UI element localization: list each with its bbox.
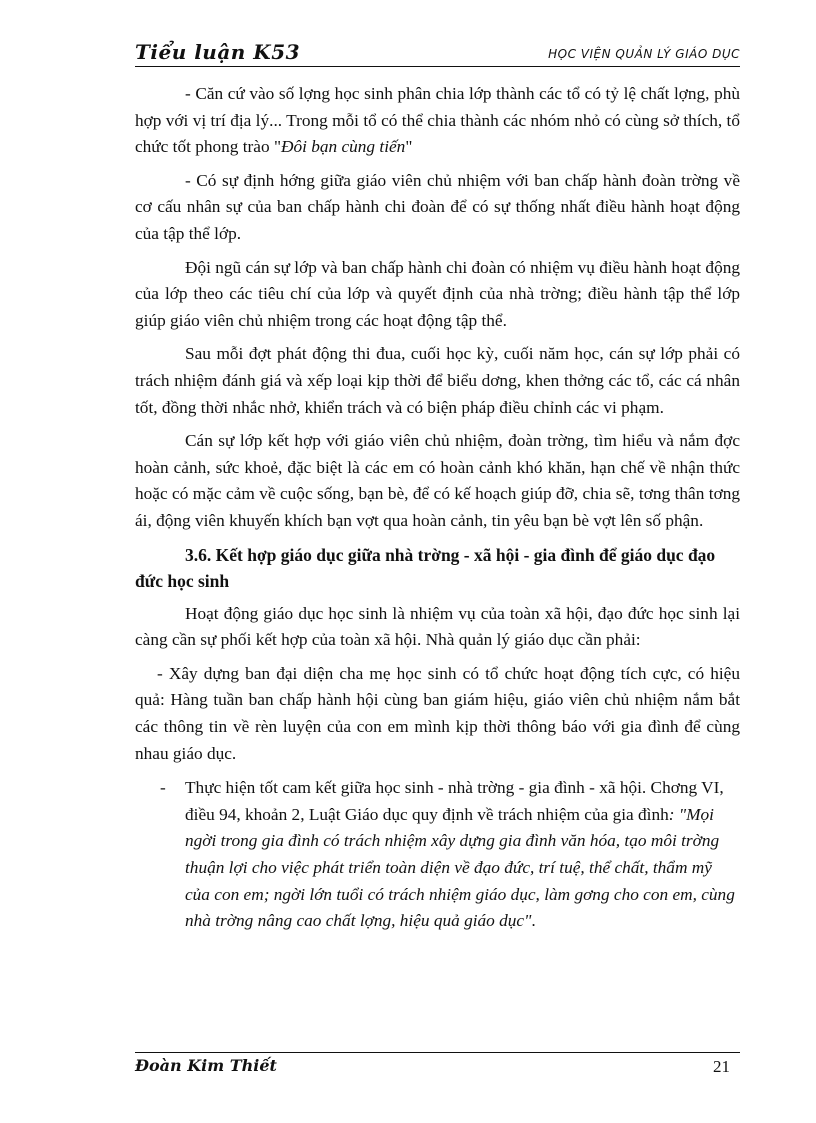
footer-divider xyxy=(135,1052,740,1053)
bullet-dash: - xyxy=(160,778,166,798)
footer-author: Đoàn Kim Thiết xyxy=(135,1056,277,1075)
paragraph-2: - Có sự định hớng giữa giáo viên chủ nhiệm với ban chấp hành đoàn trờng về cơ cấu nhân sự của ban chấp hành chi đoàn để có sự thống nhất điều hành hoạt động của tập thể lớp. xyxy=(135,170,740,243)
bullet-item xyxy=(135,775,740,935)
page-number: 21 xyxy=(713,1057,730,1076)
bullet-text: Thực hiện tốt cam kết giữa học sinh - nhà trờng - gia đình - xã hội. Chơng VI, điều 94, khoản 2, Luật Giáo dục quy định về trách nhiệm của gia đình xyxy=(185,778,724,824)
paragraph-1-italic: Đôi bạn cùng tiến xyxy=(281,137,406,157)
bullet-quote: : "Mọi ngời trong gia đình có trách nhiệm xây dựng gia đình văn hóa, tạo môi trờng thuận lợi cho việc phát triển toàn diện về đạo đức, trí tuệ, thể chất, thẩm mỹ của con em; ngời lớn tuổi có trách nhiệm giáo dục, làm gơng cho con em, cùng nhà trờng nâng cao chất lợng, hiệu quả giáo dục" xyxy=(185,804,735,931)
section-heading: 3.6. Kết hợp giáo dục giữa nhà trờng - xã hội - gia đình để giáo dục đạo đức học sinh xyxy=(135,544,716,592)
paragraph-7: - Xây dựng ban đại diện cha mẹ học sinh có tổ chức hoạt động tích cực, có hiệu quả: Hàng tuần ban chấp hành hội cùng ban giám hiệu, giáo viên chủ nhiệm nắm bắt các thông tin về rèn luyện của con em mình kịp thời thông báo với gia đình để cùng nhau giáo dục. xyxy=(135,663,740,763)
bullet-content xyxy=(185,775,740,935)
paragraph-1-text: - Căn cứ vào số lợng học sinh phân chia lớp thành các tổ có tỷ lệ chất lợng, phù hợp với vị trí địa lý... Trong mỗi tổ có thể chia thành các nhóm nhỏ có cùng sở thích, tổ chức tốt phong trào " xyxy=(135,84,740,157)
bullet-end: . xyxy=(531,911,536,931)
header-title: Tiểu luận K53 xyxy=(135,40,301,64)
paragraph-1 xyxy=(135,81,740,161)
header-institution: HỌC VIỆN QUẢN LÝ GIÁO DỤC xyxy=(548,47,740,61)
paragraph-1-end: " xyxy=(405,137,413,157)
page-header xyxy=(135,40,740,68)
paragraph-5: Cán sự lớp kết hợp với giáo viên chủ nhiệm, đoàn trờng, tìm hiểu và nắm đợc hoàn cảnh, sức khoẻ, đặc biệt là các em có hoàn cảnh khó khăn, hạn chế về nhận thức hoặc có mặc cảm về cuộc sống, bạn bè, để có kế hoạch giúp đỡ, chia sẽ, tơng thân tơng ái, động viên khuyến khích bạn vợt qua hoàn cảnh, tin yêu bạn bè vợt lên số phận. xyxy=(135,431,740,530)
header-divider xyxy=(135,66,740,67)
paragraph-6: Hoạt động giáo dục học sinh là nhiệm vụ của toàn xã hội, đạo đức học sinh lại càng cần sự phối kết hợp của toàn xã hội. Nhà quản lý giáo dục cần phải: xyxy=(135,603,740,650)
document-body xyxy=(135,81,740,935)
paragraph-3: Đội ngũ cán sự lớp và ban chấp hành chi đoàn có nhiệm vụ điều hành hoạt động của lớp theo các tiêu chí của lớp và quyết định của nhà trờng; điều hành tập thể lớp giúp giáo viên chủ nhiệm trong các hoạt động tập thể. xyxy=(135,257,740,330)
paragraph-4: Sau mỗi đợt phát động thi đua, cuối học kỳ, cuối năm học, cán sự lớp phải có trách nhiệm đánh giá và xếp loại kịp thời để biểu dơng, khen thởng các tổ, các cá nhân tốt, đồng thời nhắc nhở, khiển trách và có biện pháp điều chỉnh các vi phạm. xyxy=(135,344,740,417)
